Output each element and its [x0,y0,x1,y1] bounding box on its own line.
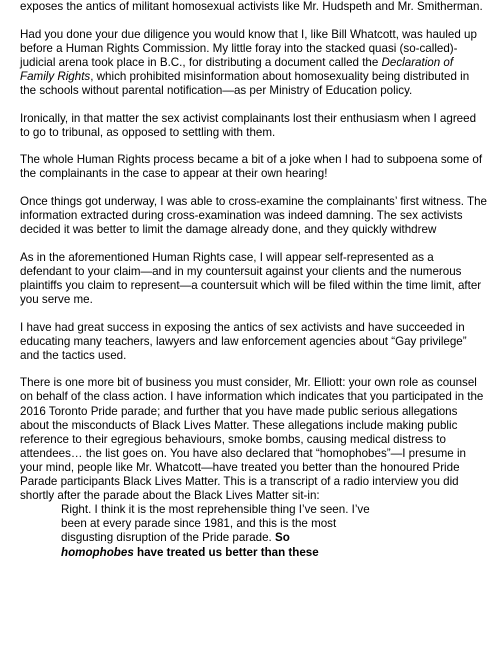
paragraph-subpoena: The whole Human Rights process became a bit of a joke when I had to subpoena some of the complainants in the case to appear at their own hearing! [20,153,483,181]
quote-bold-italic-text: homophobes [61,545,134,559]
quote-bold-text: So [274,531,290,545]
quote-text [61,503,391,559]
paragraph-text: Had you done your due diligence you would know that I, like Bill Whatcott, was hauled up before a Human Rights Commission. My little foray into the stacked quasi (so-called)-judicial arena took place in B.C., for distributing a document called the [20,27,477,69]
paragraph-cross-examine: Once things got underway, I was able to cross-examine the complainants’ first witness. The information extracted during cross-examination was indeed damning. The sex activists decided it was better to limit the damage already done, and they quickly withdrew [20,194,487,237]
quote-plain-text: Right. I think it is the most reprehensible thing I’ve seen. I’ve been at every parade since 1981, and this is the most disgusting disruption of the Pride parade. [61,503,370,545]
paragraph-counsel-role: There is one more bit of business you must consider, Mr. Elliott: your own role as counsel on behalf of the class action. I have information which indicates that you participated in the 2016 Toronto Pride parade; and further that you have made public serious allegations about the misconducts of Black Lives Matter. These allegations include making public reference to their egregious behaviours, smoke bombs, causing medical distress to attendees… the list goes on. You have also declared that “homophobes”—I presume in your mind, people like Mr. Whatcott—have treated you better than the honoured Pride Parade participants Black Lives Matter. This is a transcript of a radio interview you did shortly after the parade about the Black Lives Matter sit-in: [20,376,484,503]
document-page [20,0,488,560]
paragraph-countersuit: As in the aforementioned Human Rights case, I will appear self-represented as a defendant to your claim—and in my countersuit against your clients and the numerous plaintiffs you claim to represent—a countersuit which will be filed within the time limit, after you serve me. [20,250,482,306]
document-title-italic: Declaration of Family Rights [20,55,454,83]
paragraph-tribunal: Ironically, in that matter the sex activist complainants lost their enthusiasm when I agreed to go to tribunal, as opposed to settling with them. [20,111,477,139]
interview-quote [61,503,391,559]
quote-bold-text-end: have treated us better than these [133,545,319,559]
paragraph-text: , which prohibited misinformation about homosexuality being distributed in the schools without parental notification—as per Ministry of Education policy. [20,69,470,97]
paragraph-human-rights-commission [20,28,488,98]
paragraph-success: I have had great success in exposing the antics of sex activists and have succeeded in educating many teachers, lawyers and law enforcement agencies about “Gay privilege” and the tactics used. [20,320,467,362]
paragraph-intro-continued: exposes the antics of militant homosexual activists like Mr. Hudspeth and Mr. Smitherman. [20,0,483,13]
